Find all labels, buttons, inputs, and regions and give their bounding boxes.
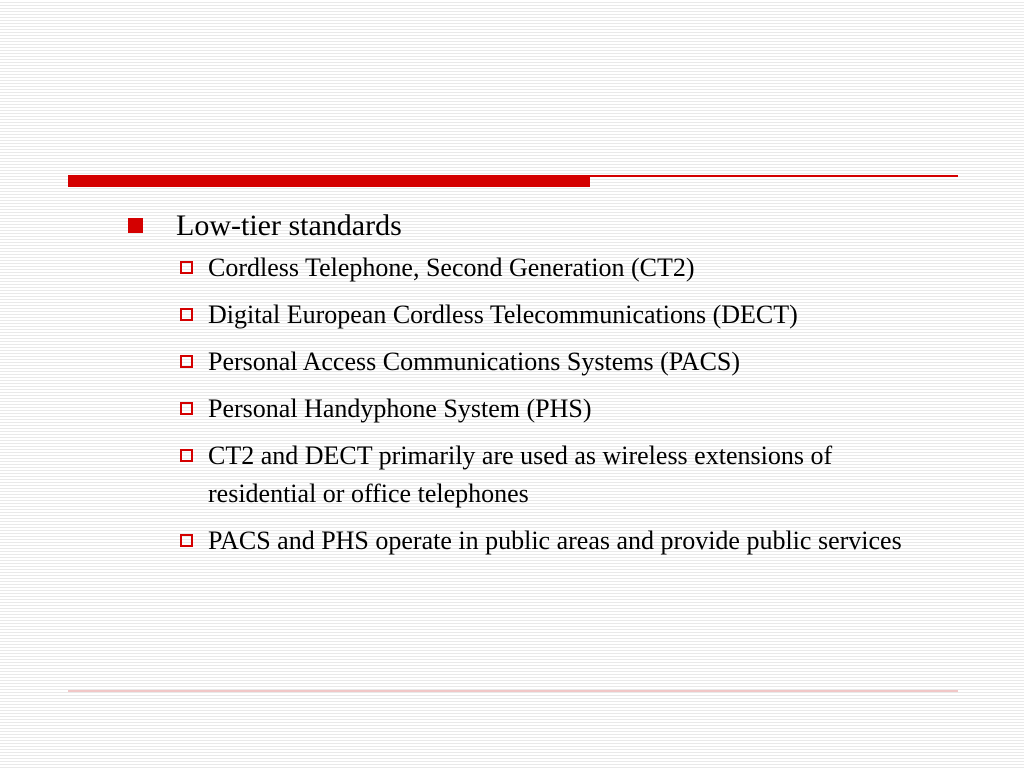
slide-body (128, 205, 918, 569)
list-item-text: Digital European Cordless Telecommunications (DECT) (208, 300, 798, 329)
list-item (180, 343, 918, 381)
title-rule-thick (68, 175, 590, 187)
list-item (180, 296, 918, 334)
hollow-square-bullet-icon (180, 402, 193, 415)
list-item-text: Personal Access Communications Systems (PACS) (208, 347, 741, 376)
list-item-text: PACS and PHS operate in public areas and provide public services (208, 526, 902, 555)
hollow-square-bullet-icon (180, 355, 193, 368)
filled-square-bullet-icon (128, 218, 143, 233)
list-item (180, 437, 918, 513)
hollow-square-bullet-icon (180, 308, 193, 321)
list-item (180, 522, 918, 560)
hollow-square-bullet-icon (180, 534, 193, 547)
title-rule-thin (590, 175, 958, 177)
list-item (180, 249, 918, 287)
footer-rule (68, 690, 958, 692)
list-item-text: CT2 and DECT primarily are used as wireless extensions of residential or office telephones (208, 441, 833, 508)
hollow-square-bullet-icon (180, 449, 193, 462)
sub-bullet-list (180, 249, 918, 560)
list-item (180, 390, 918, 428)
hollow-square-bullet-icon (180, 261, 193, 274)
bullet-heading: Low-tier standards (176, 209, 402, 242)
bullet-level1 (128, 205, 918, 247)
list-item-text: Cordless Telephone, Second Generation (CT2) (208, 253, 695, 282)
list-item-text: Personal Handyphone System (PHS) (208, 394, 592, 423)
